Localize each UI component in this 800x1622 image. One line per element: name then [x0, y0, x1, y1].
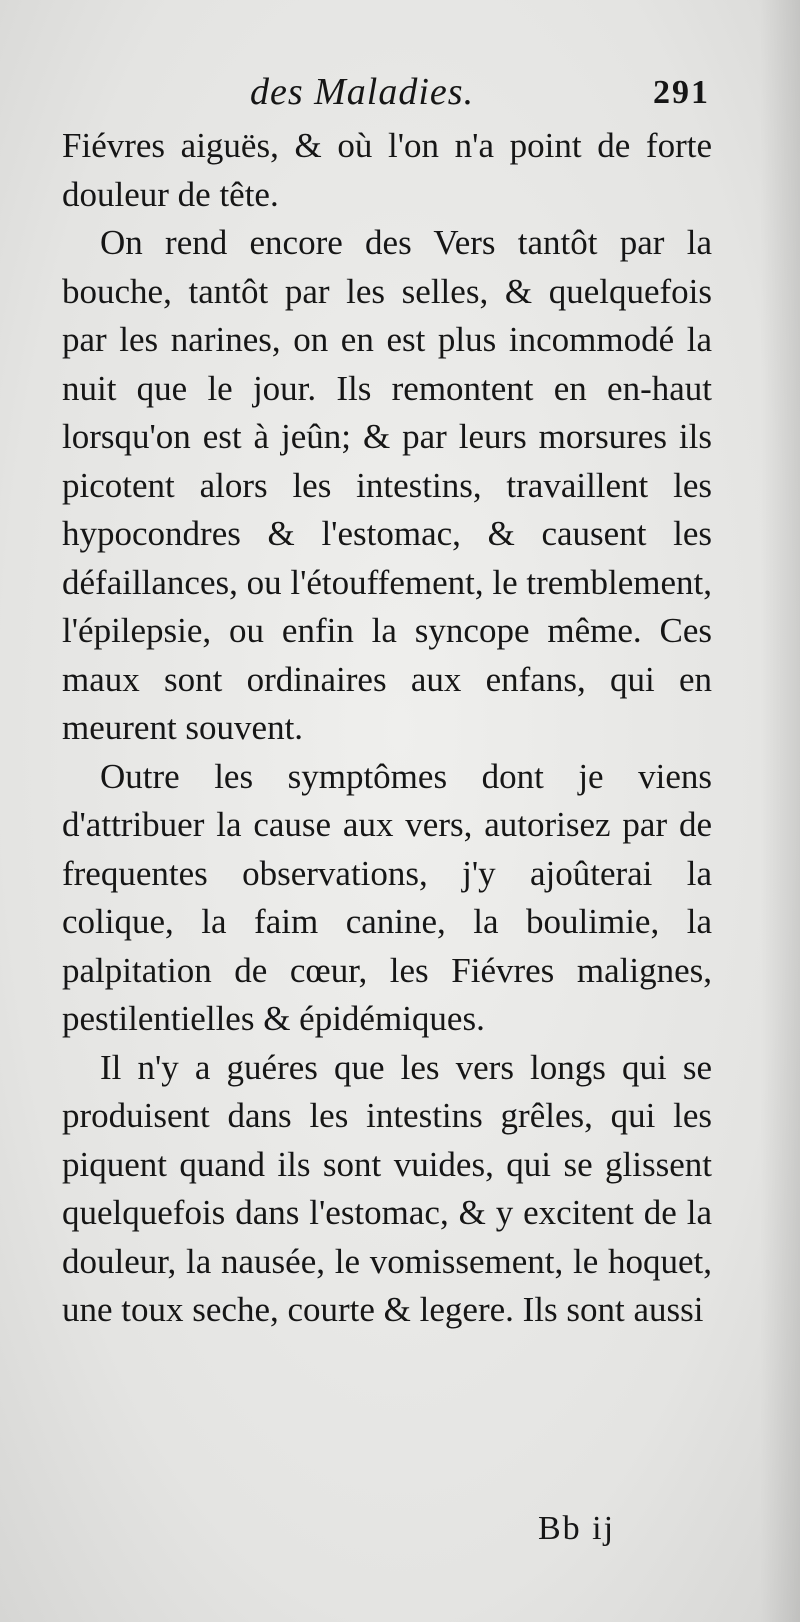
signature-mark: Bb ij — [538, 1510, 616, 1547]
paragraph-other-symptoms: Outre les symptômes dont je viens d'attribuer la cause aux vers, autorisez par de frequentes observations, j'y ajoûterai la colique, la faim canine, la boulimie, la palpitation de cœur, les Fiévres malignes, pestilentielles & épidémiques. — [62, 756, 712, 1038]
body-text — [62, 122, 712, 1335]
running-title: des Maladies. — [250, 71, 475, 113]
paragraph-vers-symptoms: On rend encore des Vers tantôt par la bouche, tantôt par les selles, & quelquefois par les narines, on en est plus incommodé la nuit que le jour. Ils remontent en en-haut lorsqu'on est à jeûn; & par leurs morsures ils picotent alors les intestins, travaillent les hypocondres & l'estomac, & causent les défaillances, ou l'étouffement, le tremblement, l'épilepsie, ou enfin la syncope même. Ces maux sont ordinaires aux enfans, qui en meurent souvent. — [62, 223, 712, 747]
paragraph-long-worms: Il n'y a guéres que les vers longs qui se produisent dans les intestins grêles, qui les piquent quand ils sont vuides, qui se glissent quelquefois dans l'estomac, & y excitent de la douleur, la nausée, le vomissement, le hoquet, une toux seche, courte & legere. Ils sont aussi — [62, 1047, 712, 1329]
running-head — [60, 70, 710, 130]
page-edge-shadow — [760, 0, 800, 1622]
paragraph-continuation: Fiévres aiguës, & où l'on n'a point de forte douleur de tête. — [62, 126, 712, 214]
page-number: 291 — [653, 74, 710, 111]
